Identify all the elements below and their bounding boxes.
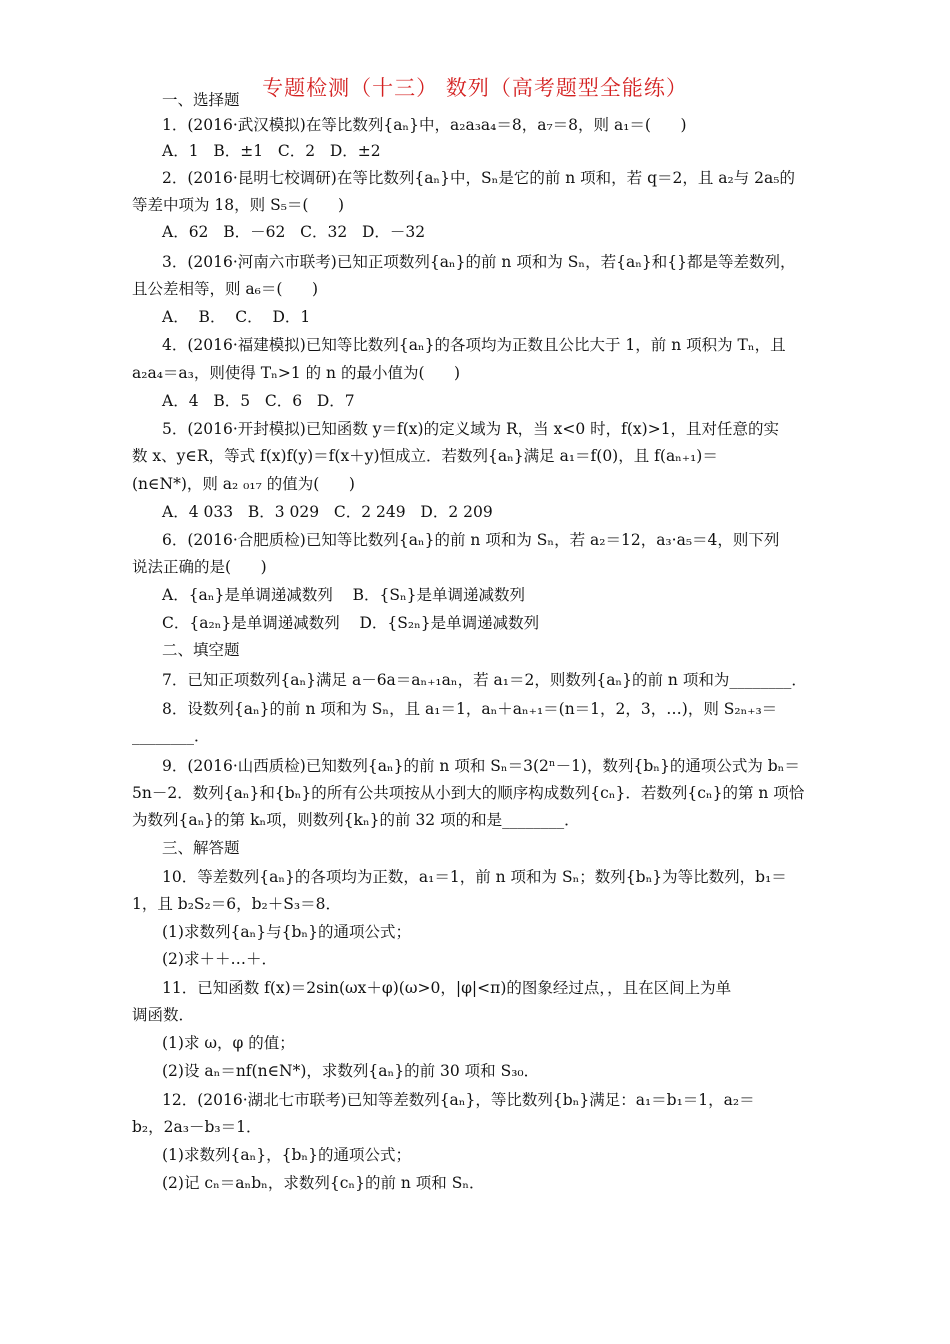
text-line: (1)求 ω，φ 的值； — [162, 1034, 295, 1052]
page-title: 专题检测（十三） 数列（高考题型全能练） — [262, 76, 688, 100]
text-line: 数 x、y∈R，等式 f(x)f(y)＝f(x＋y)恒成立．若数列{aₙ}满足 a₁＝f(0)，且 f(aₙ₊₁)＝ — [132, 447, 718, 465]
text-line: (n∈N*)，则 a₂ ₀₁₇ 的值为( ) — [132, 475, 355, 493]
text-line: 7．已知正项数列{aₙ}满足 a－6a＝aₙ₊₁aₙ，若 a₁＝2，则数列{aₙ}的前 n 项和为________． — [162, 671, 807, 689]
text-line: A．1 B．±1 C．2 D．±2 — [162, 142, 381, 160]
text-line: 6．(2016·合肥质检)已知等比数列{aₙ}的前 n 项和为 Sₙ，若 a₂＝12，a₃·a₅＝4，则下列 — [162, 531, 780, 549]
text-line: (2)求＋＋…＋． — [162, 950, 277, 968]
text-line: 9．(2016·山西质检)已知数列{aₙ}的前 n 项和 Sₙ＝3(2ⁿ－1)，数列{bₙ}的通项公式为 bₙ＝ — [162, 757, 800, 775]
text-line: 3．(2016·河南六市联考)已知正项数列{aₙ}的前 n 项和为 Sₙ，若{aₙ}和{}都是等差数列， — [162, 253, 796, 271]
text-line: 说法正确的是( ) — [132, 558, 267, 576]
text-line: 等差中项为 18，则 S₅＝( ) — [132, 196, 345, 214]
text-line: 12．(2016·湖北七市联考)已知等差数列{aₙ}，等比数列{bₙ}满足：a₁＝b₁＝1，a₂＝ — [162, 1091, 755, 1109]
text-line: (2)记 cₙ＝aₙbₙ，求数列{cₙ}的前 n 项和 Sₙ． — [162, 1174, 485, 1192]
text-line: 且公差相等，则 a₆＝( ) — [132, 280, 319, 298]
text-line: (1)求数列{aₙ}与{bₙ}的通项公式； — [162, 923, 411, 941]
section-heading: 一、选择题 — [162, 91, 240, 109]
text-line: (2)设 aₙ＝nf(n∈N*)，求数列{aₙ}的前 30 项和 S₃₀． — [162, 1062, 540, 1080]
section-heading: 三、解答题 — [162, 839, 240, 857]
text-line: 2．(2016·昆明七校调研)在等比数列{aₙ}中，Sₙ是它的前 n 项和，若 q＝2，且 a₂与 2a₅的 — [162, 169, 795, 187]
text-line: b₂，2a₃－b₃＝1． — [132, 1118, 262, 1136]
text-line: 5．(2016·开封模拟)已知函数 y＝f(x)的定义域为 R，当 x<0 时，f(x)>1，且对任意的实 — [162, 420, 780, 438]
text-line: 8．设数列{aₙ}的前 n 项和为 Sₙ，且 a₁＝1，aₙ＋aₙ₊₁＝(n＝1，2，3，…)，则 S₂ₙ₊₃＝ — [162, 700, 778, 718]
text-line: 1．(2016·武汉模拟)在等比数列{aₙ}中，a₂a₃a₄＝8，a₇＝8，则 a₁＝( ) — [162, 116, 687, 134]
text-line: C．{a₂ₙ}是单调递减数列 D．{S₂ₙ}是单调递减数列 — [162, 614, 540, 632]
text-line: A．4 B．5 C．6 D．7 — [162, 392, 355, 410]
text-line: 调函数． — [132, 1006, 195, 1024]
text-line: 11．已知函数 f(x)＝2sin(ωx＋φ)(ω>0，|φ|<π)的图象经过点，，且在区间上为单 — [162, 979, 732, 997]
text-line: A．{aₙ}是单调递减数列 B．{Sₙ}是单调递减数列 — [162, 586, 526, 604]
text-line: a₂a₄＝a₃，则使得 Tₙ>1 的 n 的最小值为( ) — [132, 364, 461, 382]
text-line: 10．等差数列{aₙ}的各项均为正数，a₁＝1，前 n 项和为 Sₙ；数列{bₙ}为等比数列，b₁＝ — [162, 868, 787, 886]
text-line: ________． — [132, 727, 210, 745]
text-line: 4．(2016·福建模拟)已知等比数列{aₙ}的各项均为正数且公比大于 1，前 n 项积为 Tₙ，且 — [162, 336, 786, 354]
text-line: A．62 B．－62 C．32 D．－32 — [162, 223, 426, 241]
text-line: 为数列{aₙ}的第 kₙ项，则数列{kₙ}的前 32 项的和是________． — [132, 811, 580, 829]
text-line: 1，且 b₂S₂＝6，b₂＋S₃＝8． — [132, 895, 341, 913]
text-line: A． B． C． D．1 — [162, 308, 311, 326]
text-line: 5n－2．数列{aₙ}和{bₙ}的所有公共项按从小到大的顺序构成数列{cₙ}．若数列{cₙ}的第 n 项恰 — [132, 784, 805, 802]
text-line: (1)求数列{aₙ}，{bₙ}的通项公式； — [162, 1146, 411, 1164]
section-heading: 二、填空题 — [162, 641, 240, 659]
text-line: A．4 033 B．3 029 C．2 249 D．2 209 — [162, 503, 493, 521]
